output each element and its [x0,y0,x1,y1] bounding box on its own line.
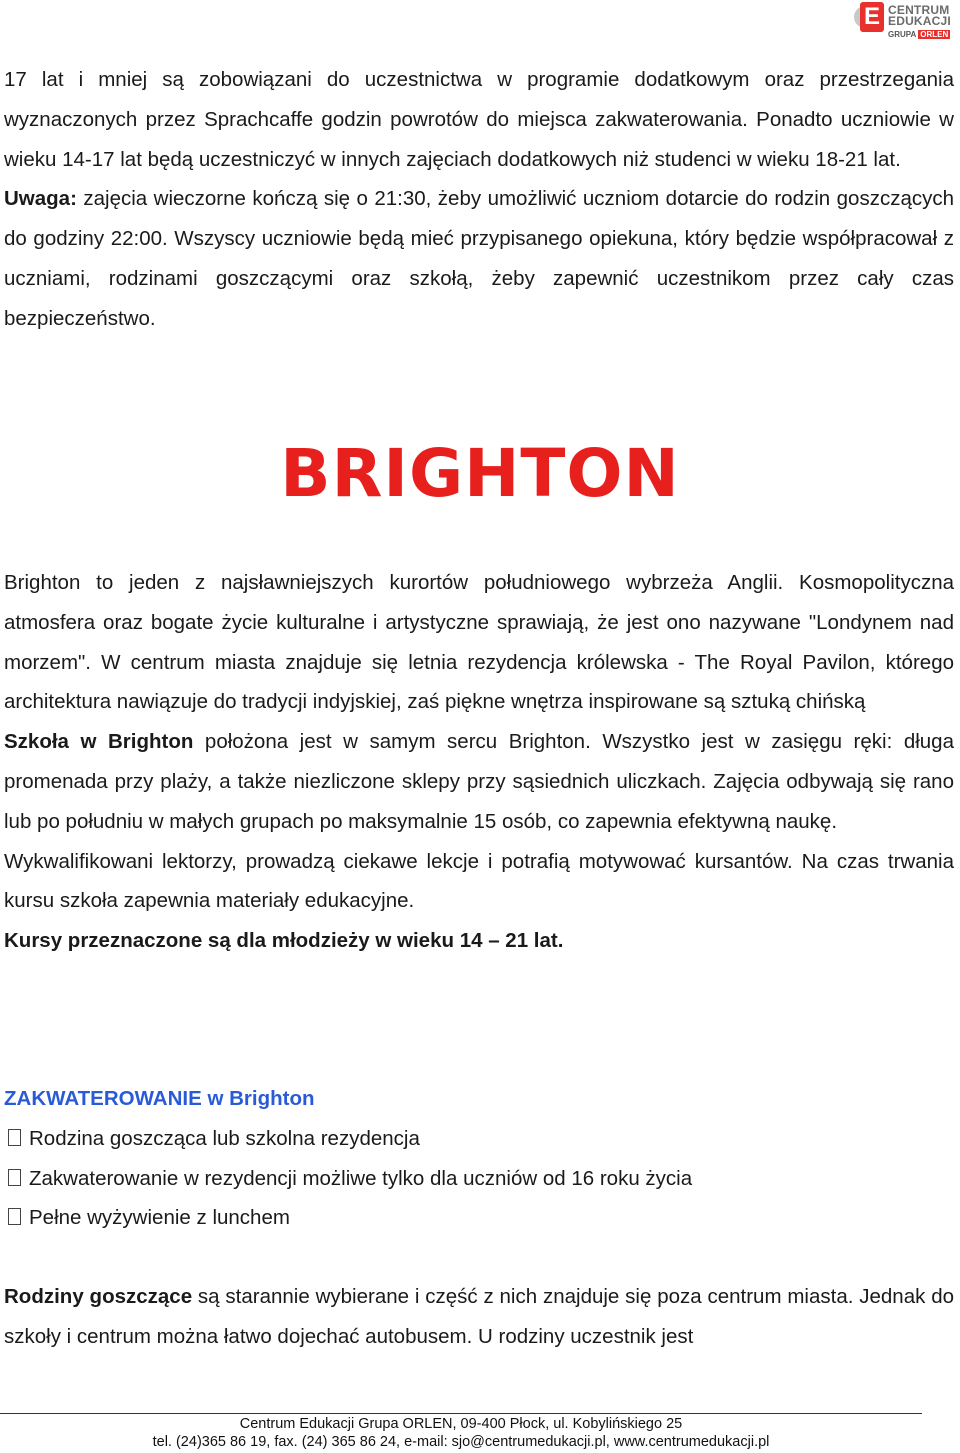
families-text: są starannie wybierane i część z nich znajduje się poza centrum miasta. Jednak do szkoły i centrum można łatwo dojechać autobusem. U rodziny uczestnik jest [4,1285,954,1348]
course-age-paragraph: Kursy przeznaczone są dla młodzieży w wieku 14 – 21 lat. [4,929,564,953]
brighton-description: Brighton to jeden z najsławniejszych kurortów południowego wybrzeża Anglii. Kosmopolityczna atmosfera oraz bogate życie kulturalne i artystyczne sprawiają, że jest ono nazywane "Londynem nad morzem". W centrum miasta znajduje się letnia rezydencja królewska - The Royal Pavilon, którego architektura nawiązuje do tradycji indyjskiej, zaś piękne wnętrza inspirowane są sztuką chińską [4,571,954,714]
families-paragraph [4,1277,954,1357]
footer-divider [0,1413,922,1414]
bullet-box-icon [8,1208,21,1225]
document-body [4,60,954,339]
accommodation-item [4,1159,954,1199]
logo-text-grupa-orlen [888,30,950,39]
note-paragraph [4,179,954,338]
families-label: Rodziny goszczące [4,1285,193,1308]
company-logo [854,2,954,42]
logo-mark-icon [854,2,884,32]
accommodation-item-text: Zakwaterowanie w rezydencji możliwe tylko dla uczniów od 16 roku życia [29,1166,693,1190]
brighton-section [4,563,954,961]
bullet-box-icon [8,1129,21,1146]
families-section [4,1277,954,1357]
bullet-box-icon [8,1169,21,1186]
logo-mark-letter: E [864,3,881,30]
accommodation-item-text: Rodzina goszcząca lub szkolna rezydencja [29,1126,420,1150]
footer-contact: tel. (24)365 86 19, fax. (24) 365 86 24, e-mail: sjo@centrumedukacji.pl, www.centrumedukacji.pl [152,1434,770,1450]
accommodation-item [4,1119,954,1159]
logo-text-grupa: GRUPA [888,30,917,39]
school-label: Szkoła w Brighton [4,730,194,754]
teachers-paragraph: Wykwalifikowani lektorzy, prowadzą ciekawe lekcje i potrafią motywować kursantów. Na czas trwania kursu szkoła zapewnia materiały edukacyjne. [4,849,954,913]
note-text: zajęcia wieczorne kończą się o 21:30, żeby umożliwić uczniom dotarcie do rodzin goszczących do godziny 22:00. Wszyscy uczniowie będą mieć przypisanego opiekuna, który będzie współpracował z uczniami, rodzinami goszczącymi oraz szkołą, żeby zapewnić uczestnikom przez cały czas bezpieczeństwo. [4,187,954,330]
logo-text-orlen: ORLEN [920,30,949,39]
accommodation-item [4,1198,954,1238]
logo-text-centrum: CENTRUM [888,3,950,17]
page-heading-brighton: BRIGHTON [280,435,680,512]
note-label: Uwaga: [4,187,77,211]
footer-address: Centrum Edukacji Grupa ORLEN, 09-400 Płock, ul. Kobylińskiego 25 [239,1416,683,1432]
accommodation-section [4,1079,954,1238]
logo-text-edukacji: EDUKACJI [888,14,951,28]
accommodation-item-text: Pełne wyżywienie z lunchem [29,1206,290,1230]
accommodation-heading: ZAKWATEROWANIE w Brighton [4,1087,315,1110]
school-paragraph [4,722,954,841]
school-text: położona jest w samym sercu Brighton. Wszystko jest w zasięgu ręki: długa promenada przy plaży, a także niezliczone sklepy przy sąsiednich uliczkach. Zajęcia odbywają się rano lub po południu w małych grupach po maksymalnie 15 osób, co zapewnia efektywną naukę. [4,730,954,833]
intro-paragraph: 17 lat i mniej są zobowiązani do uczestnictwa w programie dodatkowym oraz przestrzegania wyznaczonych przez Sprachcaffe godzin powrotów do miejsca zakwaterowania. Ponadto uczniowie w wieku 14-17 lat będą uczestniczyć w innych zajęciach dodatkowych niż studenci w wieku 18-21 lat. [4,68,954,171]
